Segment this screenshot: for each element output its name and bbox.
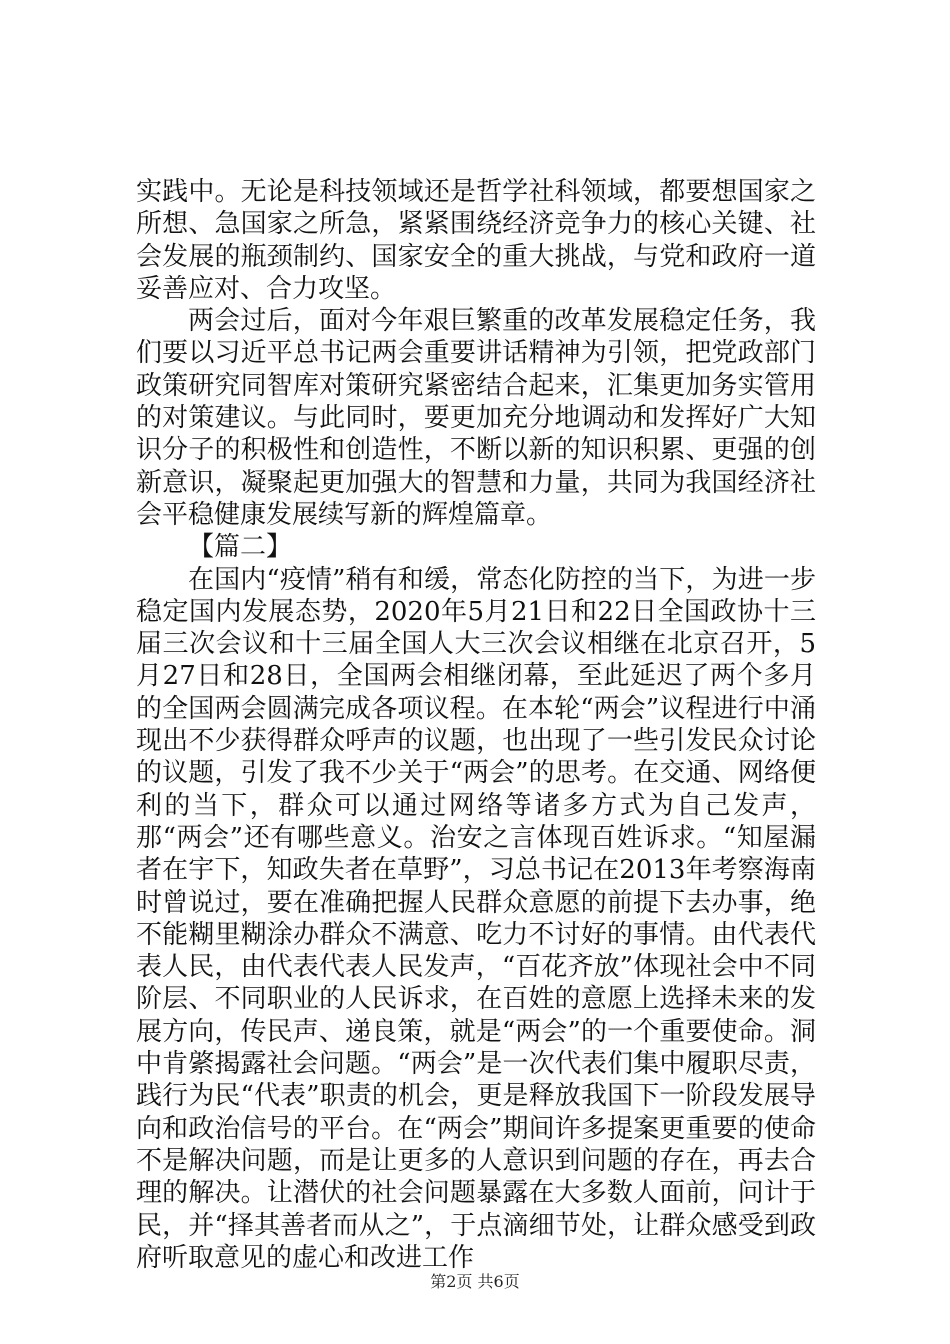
page-footer: 第2页 共6页	[430, 1272, 520, 1291]
document-body	[136, 176, 816, 1274]
paragraph-continuation: 实践中。无论是科技领域还是哲学社科领域，都要想国家之所想、急国家之所急，紧紧围绕经济竞争力的核心关键、社会发展的瓶颈制约、国家安全的重大挑战，与党和政府一道妥善应对、合力攻坚。	[136, 177, 816, 304]
paragraph-two-sessions: 两会过后，面对今年艰巨繁重的改革发展稳定任务，我们要以习近平总书记两会重要讲话精神为引领，把党政部门政策研究同智库对策研究紧密结合起来，汇集更加务实管用的对策建议。与此同时，要更加充分地调动和发挥好广大知识分子的积极性和创造性，不断以新的知识积累、更强的创新意识，凝聚起更加强大的智慧和力量，共同为我国经济社会平稳健康发展续写新的辉煌篇章。	[136, 306, 816, 530]
paragraph-section-two: 在国内“疫情”稍有和缓，常态化防控的当下，为进一步稳定国内发展态势，2020年5月21日和22日全国政协十三届三次会议和十三届全国人大三次会议相继在北京召开，5月27日和28日，全国两会相继闭幕，至此延迟了两个多月的全国两会圆满完成各项议程。在本轮“两会”议程进行中涌现出不少获得群众呼声的议题，也出现了一些引发民众讨论的议题，引发了我不少关于“两会”的思考。在交通、网络便利的当下，群众可以通过网络等诸多方式为自己发声，那“两会”还有哪些意义。治安之言体现百姓诉求。“知屋漏者在宇下，知政失者在草野”，习总书记在2013年考察海南时曾说过，要在准确把握人民群众意愿的前提下去办事，绝不能糊里糊涂办群众不满意、吃力不讨好的事情。由代表代表人民，由代表代表人民发声，“百花齐放”体现社会中不同阶层、不同职业的人民诉求，在百姓的意愿上选择未来的发展方向，传民声、递良策，就是“两会”的一个重要使命。洞中肯綮揭露社会问题。“两会”是一次代表们集中履职尽责，践行为民“代表”职责的机会，更是释放我国下一阶段发展导向和政治信号的平台。在“两会”期间许多提案更重要的使命不是解决问题，而是让更多的人意识到问题的存在，再去合理的解决。让潜伏的社会问题暴露在大多数人面前，问计于民，并“择其善者而从之”，于点滴细节处，让群众感受到政府听取意见的虚心和改进工作	[136, 564, 816, 1273]
section-heading: 【篇二】	[188, 532, 293, 563]
